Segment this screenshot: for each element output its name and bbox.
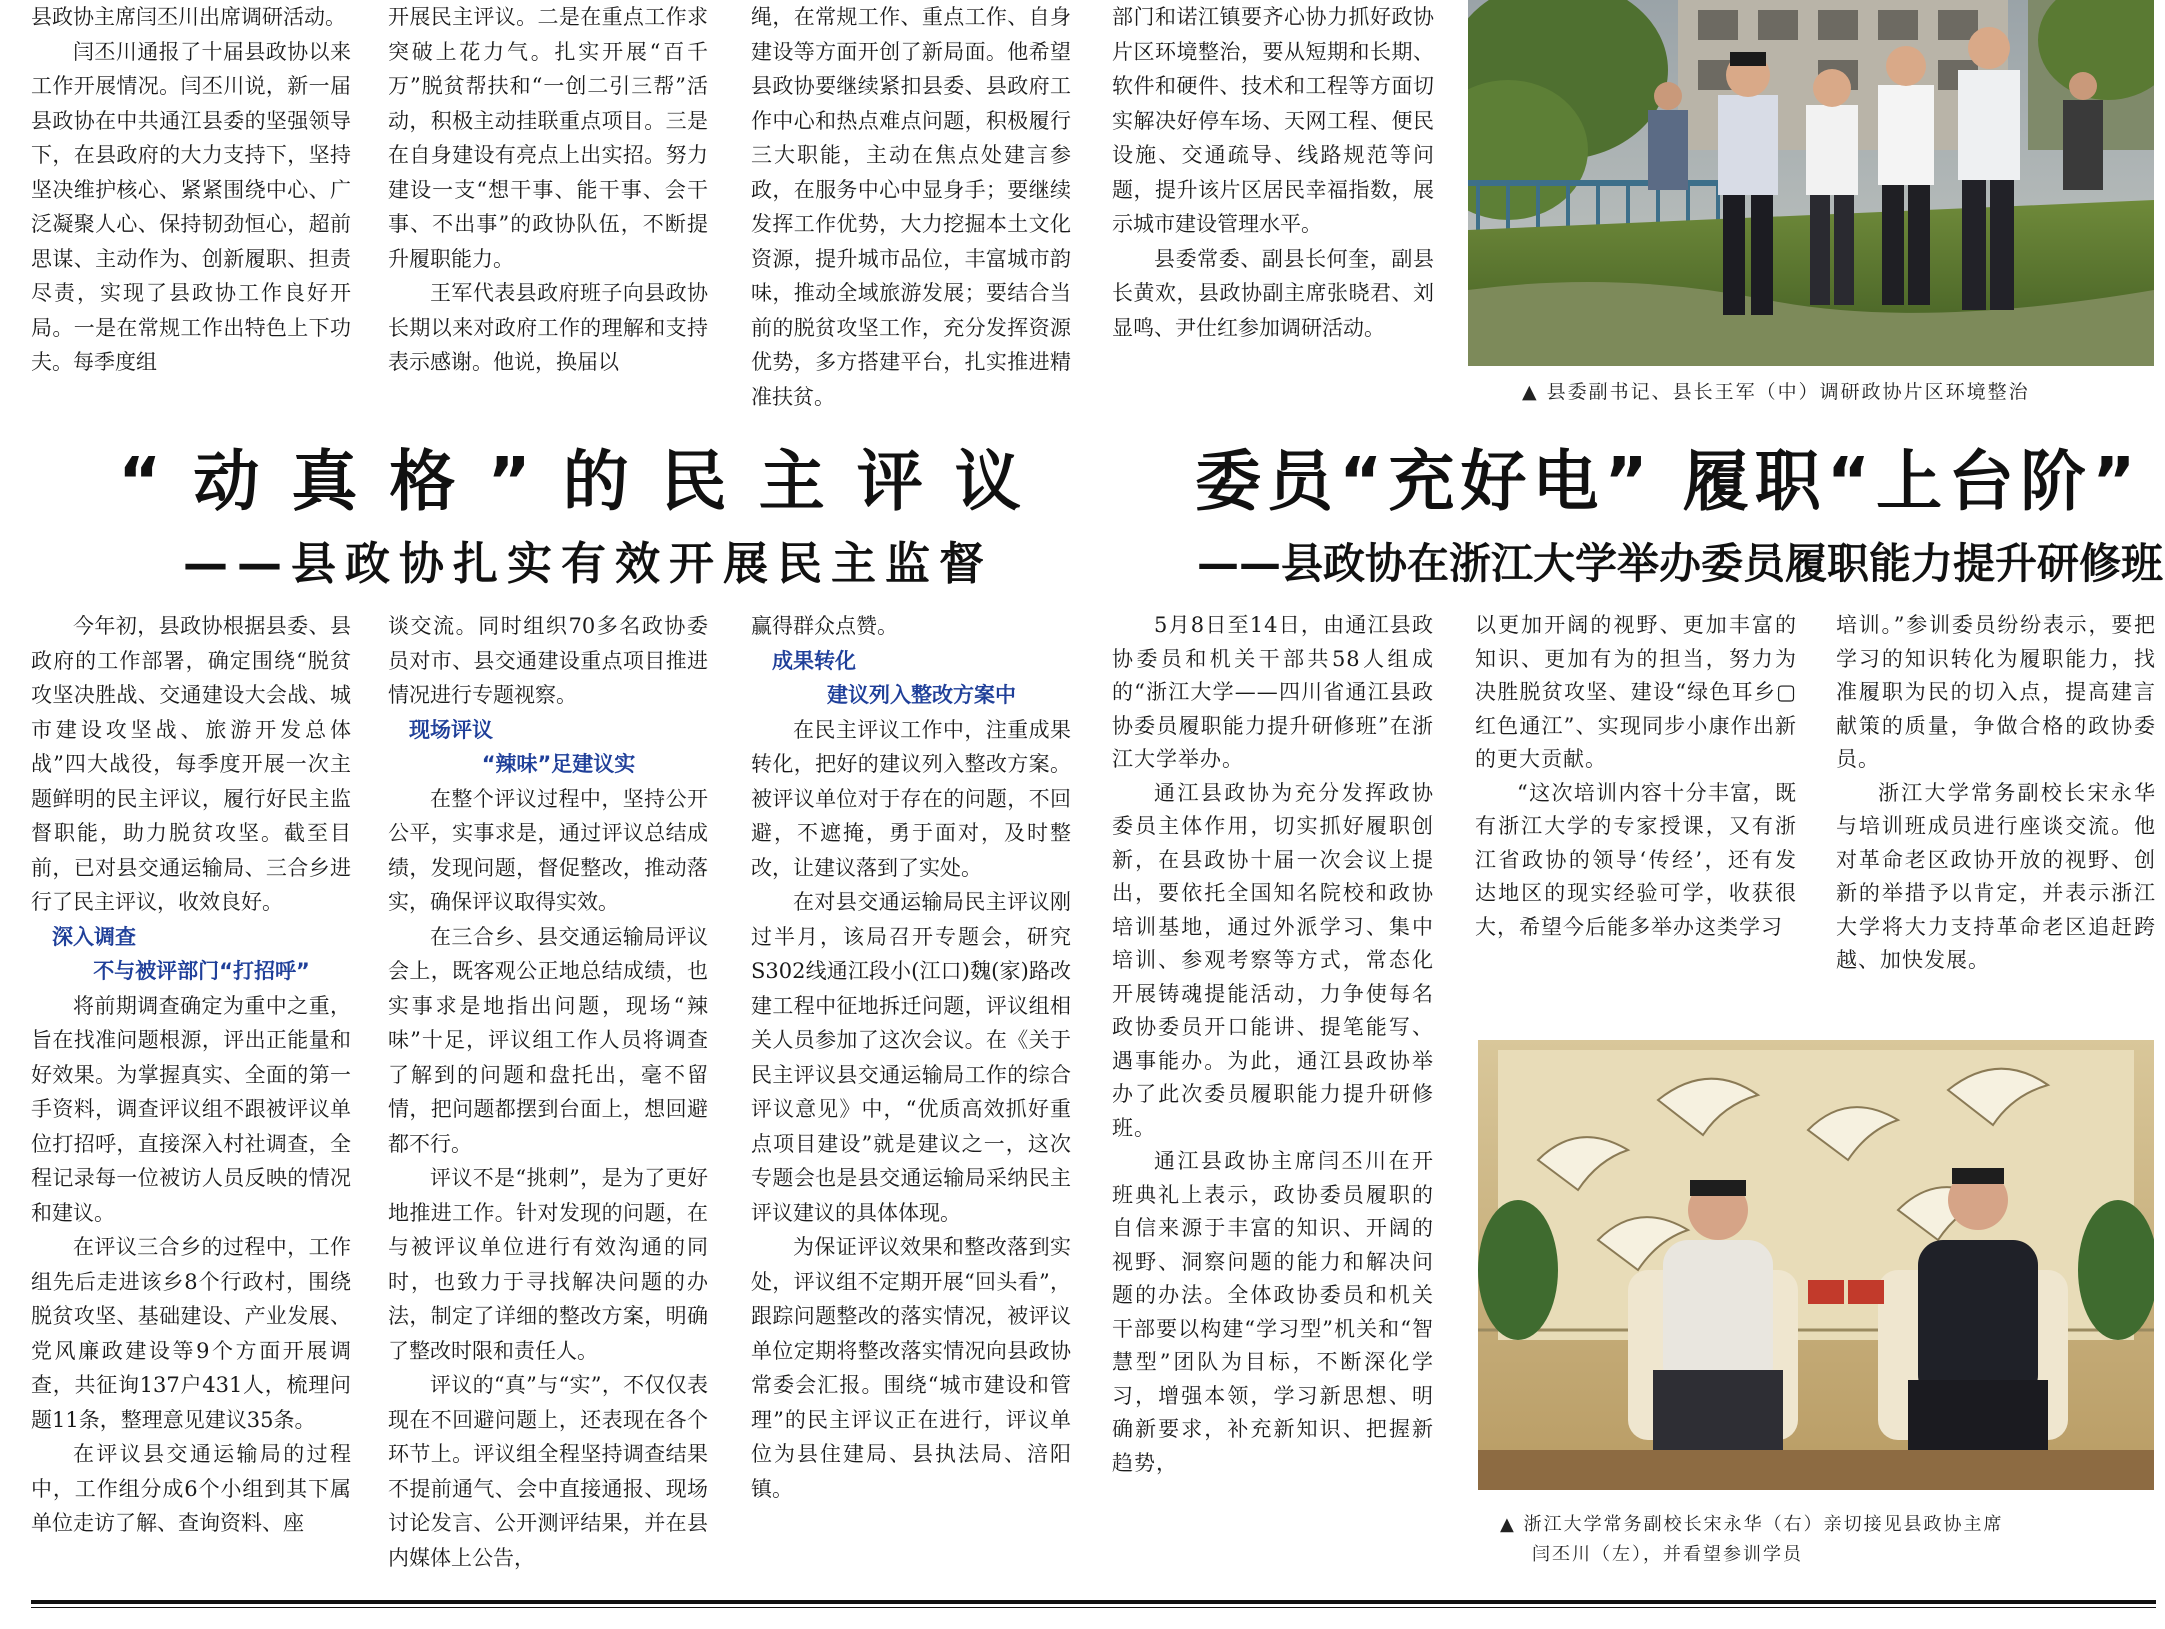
bottom-rule-thick	[31, 1600, 2156, 1604]
inspection-photo-illustration	[1468, 0, 2154, 366]
section-heading-results: 成果转化	[772, 648, 856, 673]
top-col-2-para-2: 王军代表县政府班子向县政协长期以来对政府工作的理解和支持表示感谢。他说，换届以	[388, 281, 708, 374]
right-article-col-1	[1112, 609, 1434, 1587]
top-col-1-para-2: 闫丕川通报了十届县政协以来工作开展情况。闫丕川说，新一届县政协在中共通江县委的坚强领导下，在县政府的大力支持下，坚持坚决维护核心、紧紧围绕中心、广泛凝聚人心、保持韧劲恒心，超前思谋、主动作为、创新履职、担责尽责，实现了县政协工作良好开局。一是在常规工作出特色上下功夫。每季度组	[31, 39, 351, 374]
section-subheading-results: 建议列入整改方案中	[827, 683, 1016, 707]
left-article-col-3	[751, 609, 1071, 1587]
left-col3-para-3: 在对县交通运输局民主评议刚过半月，该局召开专题会，研究S302线通江段小(江口)魏(家)路改建工程中征地拆迁问题，评议组相关人员参加了这次会议。在《关于民主评议县交通运输局工作的综合评议意见》中，“优质高效抓好重点项目建设”就是建议之一，这次专题会也是县交通运输局采纳民主评议建议的具体体现。	[751, 890, 1071, 1225]
bottom-rule-thin	[31, 1607, 2156, 1608]
right-article-col-3	[1836, 609, 2156, 1009]
inspection-photo	[1468, 0, 2154, 366]
right-article-col-2	[1475, 609, 1797, 1009]
left-subheadline: ——县政协扎实有效开展民主监督	[183, 537, 994, 590]
right-headline: 委员“充好电” 履职“上台阶”	[1195, 443, 2142, 520]
left-col1-para-1: 今年初，县政协根据县委、县政府的工作部署，确定围绕“脱贫攻坚决胜战、交通建设大会战、城市建设攻坚战、旅游开发总体战”四大战役，每季度开展一次主题鲜明的民主评议，履行好民主监督职能，助力脱贫攻坚。截至目前，已对县交通运输局、三合乡进行了民主评议，收效良好。	[31, 614, 351, 914]
section-subheading-onsite: “辣味”足建议实	[481, 752, 636, 776]
right-subheadline: ——县政协在浙江大学举办委员履职能力提升研修班	[1197, 539, 2164, 588]
top-col-3	[751, 0, 1071, 408]
section-subheading-investigation: 不与被评部门“打招呼”	[93, 959, 310, 983]
top-col-4-para-1: 部门和诺江镇要齐心协力抓好政协片区环境整治，要从短期和长期、软件和硬件、技术和工程等方面切实解决好停车场、天网工程、便民设施、交通疏导、线路规范等问题，提升该片区居民幸福指数，展示城市建设管理水平。	[1112, 5, 1434, 236]
section-heading-onsite: 现场评议	[409, 717, 493, 742]
left-col1-para-4: 在评议县交通运输局的过程中，工作组分成6个小组到其下属单位走访了解、查询资料、座	[31, 1442, 351, 1535]
top-col-4	[1112, 0, 1434, 408]
top-col-1	[31, 0, 351, 408]
right-col1-para-3: 通江县政协主席闫丕川在开班典礼上表示，政协委员履职的自信来源于丰富的知识、开阔的视野、洞察问题的能力和解决问题的办法。全体政协委员和机关干部要以构建“学习型”机关和“智慧型”团队为目标，不断深化学习，增强本领，学习新思想、明确新要求，补充新知识、把握新趋势，	[1112, 1149, 1434, 1475]
inspection-photo-caption: ▲ 县委副书记、县长王军（中）调研政协片区环境整治	[1522, 381, 2030, 403]
left-col3-para-2: 在民主评议工作中，注重成果转化，把好的建议列入整改方案。被评议单位对于存在的问题，不回避，不遮掩，勇于面对，及时整改，让建议落到了实处。	[751, 717, 1071, 880]
left-col2-para-1: 谈交流。同时组织70多名政协委员对市、县交通建设重点项目推进情况进行专题视察。	[388, 614, 708, 707]
right-col1-para-1: 5月8日至14日，由通江县政协委员和机关干部共58人组成的“浙江大学——四川省通江县政协委员履职能力提升研修班”在浙江大学举办。	[1112, 613, 1434, 771]
left-col2-para-2: 在整个评议过程中，坚持公开公平，实事求是，通过评议总结成绩，发现问题，督促整改，推动落实，确保评议取得实效。	[388, 786, 708, 914]
top-col-2	[388, 0, 708, 408]
left-col2-para-5: 评议的“真”与“实”，不仅仅表现在不回避问题上，还表现在各个环节上。评议组全程坚持调查结果不提前通气、会中直接通报、现场讨论发言、公开测评结果，并在县内媒体上公告，	[388, 1373, 708, 1570]
right-col3-para-2: 浙江大学常务副校长宋永华与培训班成员进行座谈交流。他对革命老区政协开放的视野、创新的举措予以肯定，并表示浙江大学将大力支持革命老区追赶跨越、加快发展。	[1836, 780, 2156, 972]
left-headline: “动真格”的民主评议	[118, 443, 1053, 520]
section-heading-investigation: 深入调查	[52, 924, 136, 949]
meeting-photo-illustration	[1478, 1040, 2154, 1490]
left-col3-para-4: 为保证评议效果和整改落到实处，评议组不定期开展“回头看”，跟踪问题整改的落实情况，被评议单位定期将整改落实情况向县政协常委会汇报。围绕“城市建设和管理”的民主评议正在进行，评议单位为县住建局、县执法局、涪阳镇。	[751, 1235, 1071, 1501]
right-col2-para-1: 以更加开阔的视野、更加丰富的知识、更加有为的担当，努力为决胜脱贫攻坚、建设“绿色耳乡▢红色通江”、实现同步小康作出新的更大贡献。	[1475, 613, 1797, 771]
top-col-1-para-1: 县政协主席闫丕川出席调研活动。	[31, 5, 346, 29]
right-col3-para-1: 培训。”参训委员纷纷表示，要把学习的知识转化为履职能力，找准履职为民的切入点，提高建言献策的质量，争做合格的政协委员。	[1836, 613, 2156, 771]
top-col-3-para-1: 绳，在常规工作、重点工作、自身建设等方面开创了新局面。他希望县政协要继续紧扣县委、县政府工作中心和热点难点问题，积极履行三大职能，主动在焦点处建言参政，在服务中心中显身手；要继续发挥工作优势，大力挖掘本土文化资源，提升城市品位，丰富城市韵味，推动全域旅游发展；要结合当前的脱贫攻坚工作，充分发挥资源优势，多方搭建平台，扎实推进精准扶贫。	[751, 5, 1071, 408]
left-col1-para-3: 在评议三合乡的过程中，工作组先后走进该乡8个行政村，围绕脱贫攻坚、基础建设、产业发展、党风廉政建设等9个方面开展调查，共征询137户431人，梳理问题11条，整理意见建议35条。	[31, 1235, 351, 1432]
left-col1-para-2: 将前期调查确定为重中之重，旨在找准问题根源，评出正能量和好效果。为掌握真实、全面的第一手资料，调查评议组不跟被评议单位打招呼，直接深入村社调查，全程记录每一位被访人员反映的情况和建议。	[31, 993, 351, 1225]
right-col2-para-2: “这次培训内容十分丰富，既有浙江大学的专家授课，又有浙江省政协的领导‘传经’，还有发达地区的现实经验可学，收获很大，希望今后能多举办这类学习	[1475, 780, 1797, 939]
left-article-col-1	[31, 609, 351, 1587]
left-col2-para-4: 评议不是“挑刺”，是为了更好地推进工作。针对发现的问题，在与被评议单位进行有效沟通的同时，也致力于寻找解决问题的办法，制定了详细的整改方案，明确了整改时限和责任人。	[388, 1166, 708, 1363]
left-col2-para-3: 在三合乡、县交通运输局评议会上，既客观公正地总结成绩，也实事求是地指出问题，现场“辣味”十足，评议组工作人员将调查了解到的问题和盘托出，毫不留情，把问题都摆到台面上，想回避都不行。	[388, 924, 708, 1156]
top-col-4-para-2: 县委常委、副县长何奎，副县长黄欢，县政协副主席张晓君、刘显鸣、尹仕红参加调研活动。	[1112, 246, 1434, 340]
right-col1-para-2: 通江县政协为充分发挥政协委员主体作用，切实抓好履职创新，在县政协十届一次会议上提出，要依托全国知名院校和政协培训基地，通过外派学习、集中培训、参观考察等方式，常态化开展铸魂提能活动，力争使每名政协委员开口能讲、提笔能写、遇事能办。为此，通江县政协举办了此次委员履职能力提升研修班。	[1112, 780, 1434, 1140]
left-article-col-2	[388, 609, 708, 1587]
meeting-photo-caption-line-1: ▲ 浙江大学常务副校长宋永华（右）亲切接见县政协主席	[1500, 1514, 2004, 1535]
left-col3-para-1: 赢得群众点赞。	[751, 614, 898, 638]
meeting-photo-caption-line-2: 闫丕川（左），并看望参训学员	[1532, 1544, 1803, 1565]
top-col-2-para-1: 开展民主评议。二是在重点工作求突破上花力气。扎实开展“百千万”脱贫帮扶和“一创二引三帮”活动，积极主动挂联重点项目。三是在自身建设有亮点上出实招。努力建设一支“想干事、能干事、会干事、不出事”的政协队伍，不断提升履职能力。	[388, 5, 708, 271]
meeting-photo	[1478, 1040, 2154, 1490]
